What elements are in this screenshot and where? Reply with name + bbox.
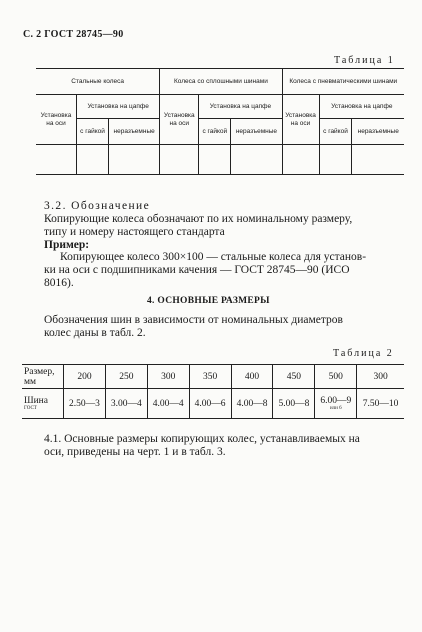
table1-empty-row <box>36 145 404 175</box>
section-4-1-text-2: оси, приведены на черт. 1 и в табл. 3. <box>44 446 226 458</box>
example-text-1: Копирующее колесо 300×100 — стальные колеса для установ- <box>60 251 367 263</box>
table2-size-cell: 300 <box>357 365 404 389</box>
table2-size-cell: 450 <box>273 365 315 389</box>
example-text-2: ки на оси с подшипниками качения — ГОСТ 28745—90 (ИСО <box>44 264 350 276</box>
table1-pin-pneumatic: Установка на цапфе <box>319 95 404 119</box>
table1-axle-solid: Установка на оси <box>160 95 199 145</box>
table1-nut-steel: с гайкой <box>77 119 109 145</box>
table1-nut-solid: с гайкой <box>199 119 231 145</box>
table1-group-solid: Колеса со сплошными шинами <box>160 69 282 95</box>
table1-group-pneumatic: Колеса с пневматическими шинами <box>282 69 404 95</box>
table2 <box>22 364 404 419</box>
table2-tire-cell-500: 6.00—9 или 6 <box>315 389 357 419</box>
section-4-title: 4. ОСНОВНЫЕ РАЗМЕРЫ <box>147 296 270 306</box>
section-3-2-text-2: типу и номеру настоящего стандарта <box>44 226 225 238</box>
table1 <box>36 68 404 175</box>
table2-size-cell: 300 <box>147 365 189 389</box>
table2-size-label: Размер, мм <box>22 365 64 389</box>
section-4-text-1: Обозначения шин в зависимости от номинальных диаметров <box>44 314 343 326</box>
table2-tire-row <box>22 389 404 419</box>
section-4-1-text-1: 4.1. Основные размеры копирующих колес, устанавливаемых на <box>44 433 360 445</box>
table1-pin-steel: Установка на цапфе <box>77 95 160 119</box>
example-text-3: 8016). <box>44 277 74 289</box>
table2-tire-label: Шина ГОСТ <box>22 389 64 419</box>
table2-tire-cell: 2.50—3 <box>64 389 106 419</box>
table2-size-cell: 400 <box>231 365 273 389</box>
table1-split-steel: неразъемные <box>109 119 160 145</box>
table2-caption: Таблица 2 <box>333 348 394 359</box>
table2-tire-cell: 4.00—6 <box>189 389 231 419</box>
page-header: С. 2 ГОСТ 28745—90 <box>23 29 124 40</box>
table1-axle-pneumatic: Установка на оси <box>282 95 319 145</box>
table1-caption: Таблица 1 <box>334 55 395 66</box>
table2-size-row <box>22 365 404 389</box>
table1-pin-solid: Установка на цапфе <box>199 95 282 119</box>
table1-group-steel: Стальные колеса <box>36 69 160 95</box>
table1-split-pneumatic: неразъемные <box>352 119 404 145</box>
table2-tire-cell: 4.00—8 <box>231 389 273 419</box>
section-3-2-title: 3.2. Обозначение <box>44 200 151 212</box>
table1-axle-steel: Установка на оси <box>36 95 77 145</box>
section-4-text-2: колес даны в табл. 2. <box>44 327 146 339</box>
table1-split-solid: неразъемные <box>231 119 282 145</box>
table2-tire-cell: 4.00—4 <box>147 389 189 419</box>
table2-size-cell: 350 <box>189 365 231 389</box>
table2-tire-cell: 3.00—4 <box>105 389 147 419</box>
table2-size-cell: 200 <box>64 365 106 389</box>
table2-tire-cell: 5.00—8 <box>273 389 315 419</box>
table2-size-cell: 500 <box>315 365 357 389</box>
table1-nut-pneumatic: с гайкой <box>319 119 352 145</box>
example-label: Пример: <box>44 239 90 251</box>
section-3-2-text-1: Копирующие колеса обозначают по их номинальному размеру, <box>44 213 353 225</box>
table2-tire-cell: 7.50—10 <box>357 389 404 419</box>
table2-size-cell: 250 <box>105 365 147 389</box>
